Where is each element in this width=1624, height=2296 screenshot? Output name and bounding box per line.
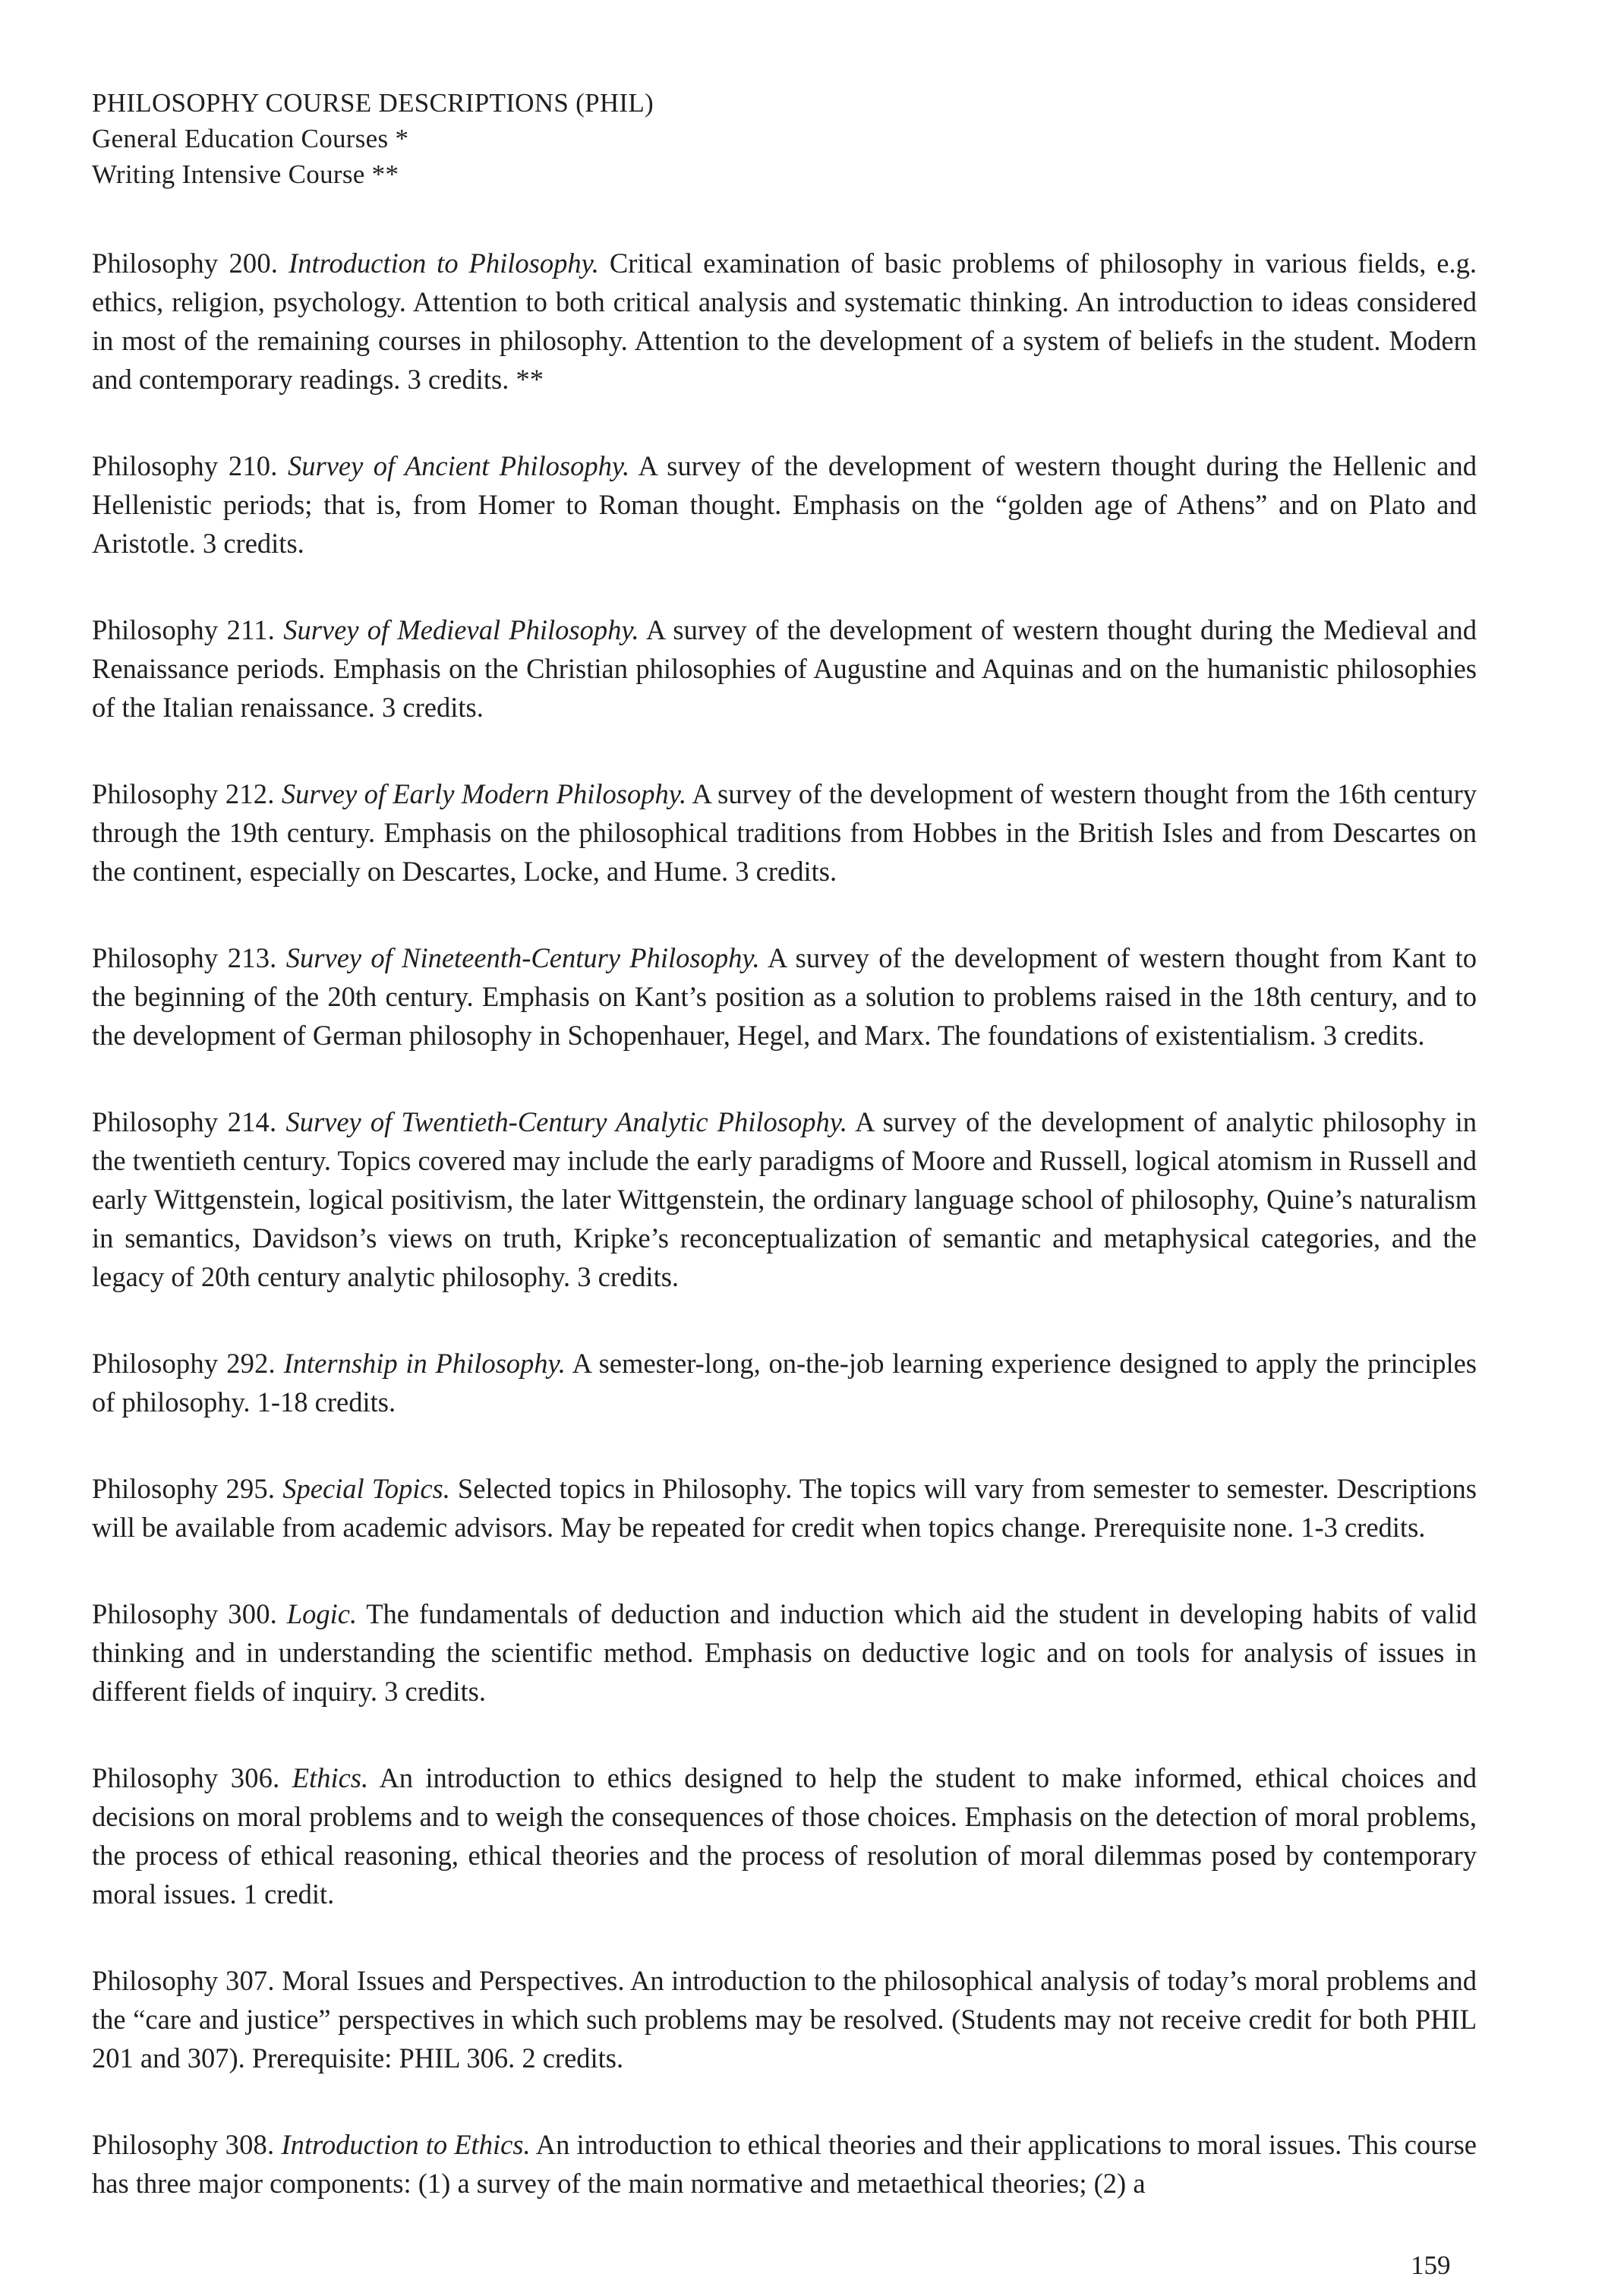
course-code: Philosophy 210. xyxy=(92,450,278,481)
page-content xyxy=(92,85,1477,2250)
course-code: Philosophy 306. xyxy=(92,1762,280,1793)
course-description: A semester-long, on-the-job learning experience designed to apply the principles of philosophy. 1-18 credits. xyxy=(92,1348,1477,1418)
course-description: An introduction to ethics designed to help the student to make informed, ethical choices and decisions on moral problems and to weigh the consequences of those choices. Emphasis on the detection of moral problems, the process of ethical reasoning, ethical theories and the process of resolution of moral dilemmas posed by contemporary moral issues. 1 credit. xyxy=(92,1762,1477,1910)
course-code: Philosophy 212. xyxy=(92,778,275,809)
course-description: Selected topics in Philosophy. The topics will vary from semester to semester. Descriptions will be available from academic advisors. May be repeated for credit when topics change. Prerequisite none. 1-3 credits. xyxy=(92,1473,1477,1543)
course-title: Logic. xyxy=(286,1598,358,1629)
course-description: A survey of the development of western thought from the 16th century through the 19th century. Emphasis on the philosophical traditions from Hobbes in the British Isles and from Descartes on the continent, especially on Descartes, Locke, and Hume. 3 credits. xyxy=(92,778,1477,887)
course-title: Survey of Early Modern Philosophy. xyxy=(281,778,687,809)
course-code: Philosophy 292. xyxy=(92,1348,276,1379)
course-code: Philosophy 307. xyxy=(92,1965,275,1996)
course-code: Philosophy 300. xyxy=(92,1598,277,1629)
course-code: Philosophy 295. xyxy=(92,1473,276,1504)
gen-ed-legend: General Education Courses * xyxy=(92,124,409,153)
course-description: Moral Issues and Perspectives. An introduction to the philosophical analysis of today’s moral problems and the “care and justice” perspectives in which such problems may be resolved. (Students may not receive credit for both PHIL 201 and 307). Prerequisite: PHIL 306. 2 credits. xyxy=(92,1965,1477,2074)
course-title: Introduction to Ethics. xyxy=(281,2129,531,2160)
document-header xyxy=(92,85,1477,192)
course-description: A survey of the development of western thought during the Medieval and Renaissance periods. Emphasis on the Christian philosophies of Augustine and Aquinas and on the humanistic philosophies of the Italian renaissance. 3 credits. xyxy=(92,614,1477,723)
course-code: Philosophy 213. xyxy=(92,942,277,973)
course-entry xyxy=(92,1758,1477,1913)
course-code: Philosophy 200. xyxy=(92,248,279,279)
course-title: Survey of Nineteenth-Century Philosophy. xyxy=(285,942,760,973)
course-title: Special Topics. xyxy=(282,1473,450,1504)
course-entry xyxy=(92,610,1477,727)
course-entry xyxy=(92,244,1477,399)
course-code: Philosophy 308. xyxy=(92,2129,275,2160)
course-title: Survey of Ancient Philosophy. xyxy=(288,450,630,481)
course-code: Philosophy 214. xyxy=(92,1106,277,1137)
course-description: The fundamentals of deduction and induction which aid the student in developing habits of valid thinking and in understanding the scientific method. Emphasis on deductive logic and on tools for analysis of issues in different fields of inquiry. 3 credits. xyxy=(92,1598,1477,1707)
course-entry xyxy=(92,1102,1477,1296)
course-entry xyxy=(92,2125,1477,2203)
course-entry xyxy=(92,1344,1477,1421)
course-list xyxy=(92,244,1477,2203)
course-title: Survey of Twentieth-Century Analytic Philosophy. xyxy=(285,1106,848,1137)
course-entry xyxy=(92,1961,1477,2077)
course-title: Introduction to Philosophy. xyxy=(289,248,599,279)
course-description: An introduction to ethical theories and their applications to moral issues. This course has three major components: (1) a survey of the main normative and metaethical theories; (2) a xyxy=(92,2129,1477,2199)
course-title: Ethics. xyxy=(292,1762,369,1793)
course-title: Survey of Medieval Philosophy. xyxy=(283,614,639,645)
course-description: A survey of the development of analytic philosophy in the twentieth century. Topics covered may include the early paradigms of Moore and Russell, logical atomism in Russell and early Wittgenstein, logical positivism, the later Wittgenstein, the ordinary language school of philosophy, Quine’s naturalism in semantics, Davidson’s views on truth, Kripke’s reconceptualization of semantic and metaphysical categories, and the legacy of 20th century analytic philosophy. 3 credits. xyxy=(92,1106,1477,1292)
course-entry xyxy=(92,774,1477,891)
page-number: 159 xyxy=(1411,2250,1451,2280)
course-description: Critical examination of basic problems of philosophy in various fields, e.g. ethics, religion, psychology. Attention to both critical analysis and systematic thinking. An introduction to ideas considered in most of the remaining courses in philosophy. Attention to the development of a system of beliefs in the student. Modern and contemporary readings. 3 credits. ** xyxy=(92,248,1477,395)
course-code: Philosophy 211. xyxy=(92,614,276,645)
course-description: A survey of the development of western thought from Kant to the beginning of the 20th century. Emphasis on Kant’s position as a solution to problems raised in the 18th century, and to the development of German philosophy in Schopenhauer, Hegel, and Marx. The foundations of existentialism. 3 credits. xyxy=(92,942,1477,1051)
page-title: PHILOSOPHY COURSE DESCRIPTIONS (PHIL) xyxy=(92,88,654,118)
course-title: Internship in Philosophy. xyxy=(283,1348,566,1379)
course-entry xyxy=(92,446,1477,563)
writing-intensive-legend: Writing Intensive Course ** xyxy=(92,159,399,189)
course-description: A survey of the development of western thought during the Hellenic and Hellenistic periods; that is, from Homer to Roman thought. Emphasis on the “golden age of Athens” and on Plato and Aristotle. 3 credits. xyxy=(92,450,1477,559)
course-entry xyxy=(92,1469,1477,1547)
course-entry xyxy=(92,1594,1477,1711)
course-entry xyxy=(92,938,1477,1055)
